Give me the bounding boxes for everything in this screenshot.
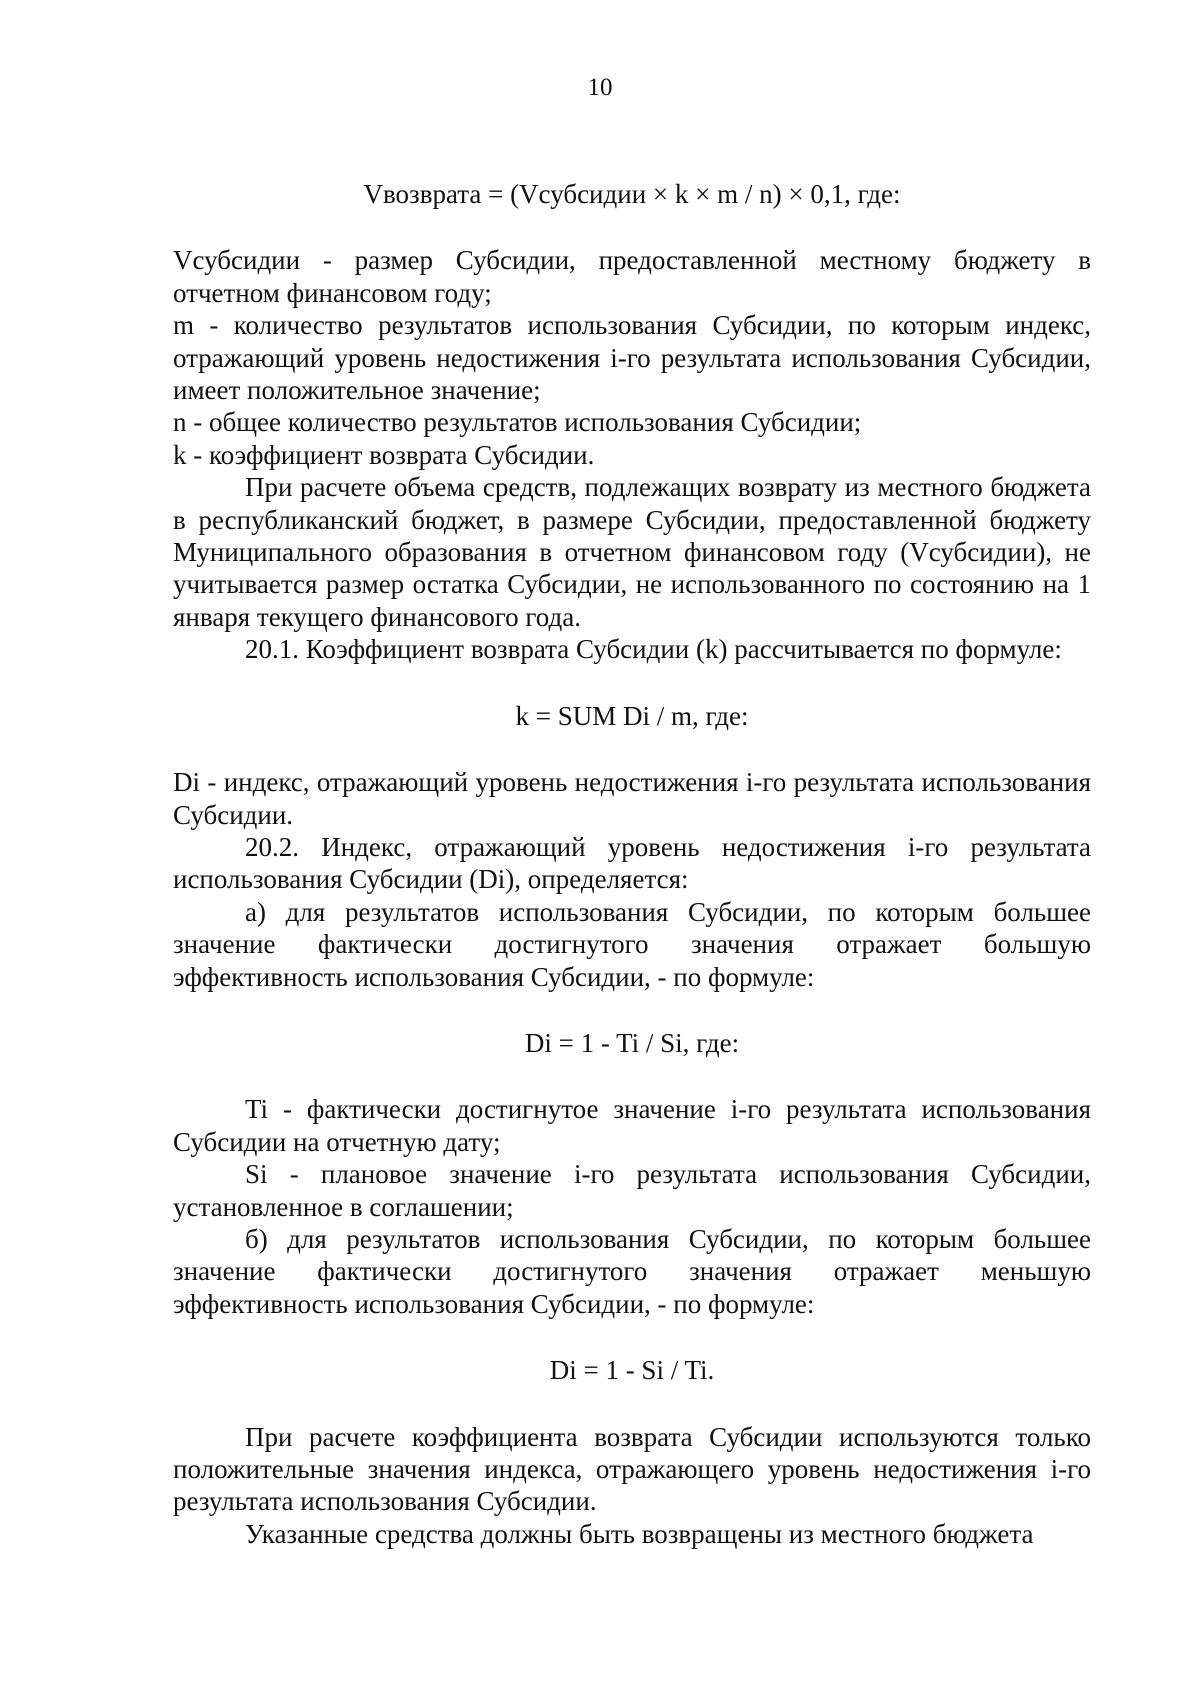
definition-si: Si - плановое значение i-го результата использования Субсидии, установленное в соглашении; [173,1159,1091,1222]
page-number: 10 [587,74,613,101]
paragraph-20-2: 20.2. Индекс, отражающий уровень недостижения i-го результата использования Субсидии (Di), определяется: [173,831,1091,895]
formula-k: k = SUM Di / m, где: [515,700,749,731]
paragraph-positive-values: При расчете коэффициента возврата Субсидии используются только положительные значения индекса, отражающего уровень недостижения i-го результата использования Субсидии. [173,1421,1091,1517]
paragraph-last: Указанные средства должны быть возвращены из местного бюджета [245,1518,1034,1549]
formula-di-a: Di = 1 - Ti / Si, где: [524,1027,740,1058]
paragraph-20-1: 20.1. Коэффициент возврата Субсидии (k) рассчитывается по формуле: [245,634,1062,665]
definition-n: n - общее количество результатов использования Субсидии; [173,407,862,438]
definition-m: m - количество результатов использования Субсидии, по которым индекс, отражающий уровень недостижения i-го результата использования Субсидии, имеет положительное значение; [173,310,1091,406]
paragraph-calculation: При расчете объема средств, подлежащих возврату из местного бюджета в республиканский бюджет, в размере Субсидии, предоставленной бюджету Муниципального образования в отчетном финансовом году (Vсубсидии), не учитывается размер остатка Субсидии, не использованного по состоянию на 1 января текущего финансового года. [173,472,1091,632]
definition-v-subsidy: Vсубсидии - размер Субсидии, предоставленной местному бюджету в отчетном финансовом году; [173,245,1091,308]
formula-di-b: Di = 1 - Si / Ti. [549,1355,715,1386]
paragraph-a: а) для результатов использования Субсидии, по которым большее значение фактически достигнутого значения отражает большую эффективность использования Субсидии, - по формуле: [173,896,1091,992]
definition-di: Di - индекс, отражающий уровень недостижения i-го результата использования Субсидии. [173,767,1091,830]
page-content [173,178,1091,1550]
definition-k: k - коэффициент возврата Субсидии. [173,439,595,470]
formula-v-return: Vвозврата = (Vсубсидии × k × m / n) × 0,1, где: [363,179,901,209]
paragraph-b: б) для результатов использования Субсидии, по которым большее значение фактически достигнутого значения отражает меньшую эффективность использования Субсидии, - по формуле: [173,1223,1091,1319]
definition-ti: Ti - фактически достигнутое значение i-го результата использования Субсидии на отчетную дату; [173,1094,1091,1157]
